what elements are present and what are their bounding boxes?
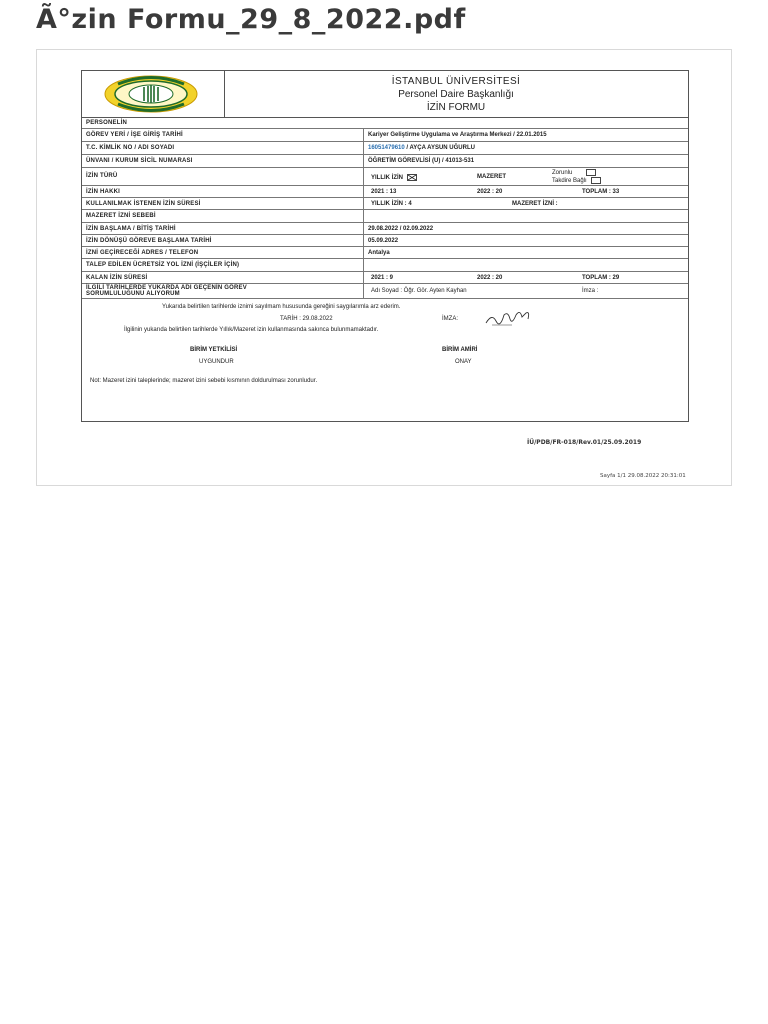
izin-hakki-label: İZİN HAKKI xyxy=(86,189,120,195)
adres-value: Antalya xyxy=(368,250,390,256)
hak-toplam: TOPLAM : 33 xyxy=(582,189,620,195)
ilgili-imza: İmza : xyxy=(582,288,599,294)
document-title: Ã°zin Formu_29_8_2022.pdf xyxy=(36,4,466,35)
university-name: İSTANBUL ÜNİVERSİTESİ xyxy=(391,76,521,87)
university-logo xyxy=(104,75,199,113)
form-code: İÜ/PDB/FR-018/Rev.01/25.09.2019 xyxy=(527,439,642,446)
mazeret-sebebi-label: MAZERET İZNİ SEBEBİ xyxy=(86,213,156,219)
row-talep xyxy=(82,259,688,272)
unvan-label: ÜNVANI / KURUM SİCİL NUMARASI xyxy=(86,158,193,164)
zorunlu-option: Zorunlu xyxy=(552,169,596,176)
kalan-toplam: TOPLAM : 29 xyxy=(582,275,620,281)
kullanilmak-label: KULLANILMAK İSTENEN İZİN SÜRESİ xyxy=(86,201,201,207)
birim-amiri: BİRİM AMİRİ xyxy=(442,347,478,353)
ilgili-label-2: SORUMLULUĞUNU ALIYORUM xyxy=(86,291,180,297)
request-text: Yukarıda belirtilen tarihlerde iznimi sayılmam hususunda gereğini saygılarımla arz ederim. xyxy=(162,304,401,310)
kalan-2021: 2021 : 9 xyxy=(371,275,394,281)
page-info: Sayfa 1/1 29.08.2022 20:31:01 xyxy=(600,473,686,479)
yillik-izin-option: YILLIK İZİN xyxy=(371,174,417,181)
personel-label: PERSONELİN xyxy=(86,120,128,126)
row-kullanilmak xyxy=(82,198,688,210)
signature xyxy=(482,307,534,329)
imza-text: İMZA: xyxy=(442,316,458,322)
yillik-izin-checkbox xyxy=(407,174,417,181)
notice-text: İlgilinin yukarıda belirtilen tarihlerde Yıllık/Mazeret izin kullanmasında sakınca bulunmamaktadır. xyxy=(124,327,379,333)
izin-turu-label: İZİN TÜRÜ xyxy=(86,173,118,179)
takdire-checkbox xyxy=(591,177,601,184)
row-personel xyxy=(82,117,688,129)
row-izin-turu xyxy=(82,168,688,186)
onay: ONAY xyxy=(455,359,472,365)
gorev-value: Kariyer Geliştirme Uygulama ve Araştırma Merkezi / 22.01.2015 xyxy=(368,132,547,138)
hak-2021: 2021 : 13 xyxy=(371,189,397,195)
logo-cell xyxy=(82,71,225,117)
form-header xyxy=(82,71,688,118)
kullan-mazeret: MAZERET İZNİ : xyxy=(512,201,558,207)
zorunlu-checkbox xyxy=(586,169,596,176)
kalan-label: KALAN İZİN SÜRESİ xyxy=(86,275,148,281)
gorev-label: GÖREV YERİ / İŞE GİRİŞ TARİHİ xyxy=(86,132,183,138)
birim-yetkilisi: BİRİM YETKİLİSİ xyxy=(190,347,238,353)
uygundur: UYGUNDUR xyxy=(199,359,234,365)
tc-number: 16051479610 xyxy=(368,145,405,151)
row-mazeret-sebebi xyxy=(82,210,688,223)
row-baslama xyxy=(82,223,688,235)
row-izin-hakki xyxy=(82,186,688,198)
header-titles xyxy=(224,71,688,117)
row-donus xyxy=(82,235,688,247)
takdire-option: Takdire Bağlı xyxy=(552,177,601,184)
row-kalan xyxy=(82,272,688,284)
form-name: İZİN FORMU xyxy=(426,102,486,113)
tarih-text: TARİH : 29.08.2022 xyxy=(280,316,333,322)
hak-2022: 2022 : 20 xyxy=(477,189,503,195)
donus-label: İZİN DÖNÜŞÜ GÖREVE BAŞLAMA TARİHİ xyxy=(86,238,212,244)
adres-label: İZNİ GEÇİRECEĞİ ADRES / TELEFON xyxy=(86,250,199,256)
talep-label: TALEP EDİLEN ÜCRETSİZ YOL İZNİ (İŞÇİLER İÇİN) xyxy=(86,262,240,268)
row-unvan xyxy=(82,155,688,168)
ilgili-label-1: İLGİLİ TARİHLERDE YUKARDA ADI GEÇENİN GÖREV xyxy=(86,285,247,291)
tc-value xyxy=(368,145,475,151)
department-name: Personel Daire Başkanlığı xyxy=(398,89,514,100)
note-text: Not: Mazeret izini taleplerinde; mazeret izini sebebi kısmının doldurulması zorunludur. xyxy=(90,378,318,384)
donus-value: 05.09.2022 xyxy=(368,238,399,244)
row-adres xyxy=(82,247,688,259)
baslama-label: İZİN BAŞLAMA / BİTİŞ TARİHİ xyxy=(86,226,176,232)
unvan-value: ÖĞRETİM GÖREVLİSİ (U) / 41013-531 xyxy=(368,158,475,164)
row-gorev xyxy=(82,129,688,142)
kalan-2022: 2022 : 20 xyxy=(477,275,503,281)
tc-label: T.C. KİMLİK NO / ADI SOYADI xyxy=(86,145,175,151)
tc-name: / AYÇA AYSUN UĞURLU xyxy=(404,145,475,151)
ilgili-value: Adı Soyad : Öğr. Gör. Ayten Kayhan xyxy=(371,288,467,294)
mazeret-option: MAZERET xyxy=(477,174,506,180)
row-tc xyxy=(82,142,688,155)
kullan-yillik: YILLIK İZİN : 4 xyxy=(371,201,412,207)
leave-form xyxy=(81,70,689,422)
baslama-value: 29.08.2022 / 02.09.2022 xyxy=(368,226,434,232)
row-ilgili xyxy=(82,284,688,299)
